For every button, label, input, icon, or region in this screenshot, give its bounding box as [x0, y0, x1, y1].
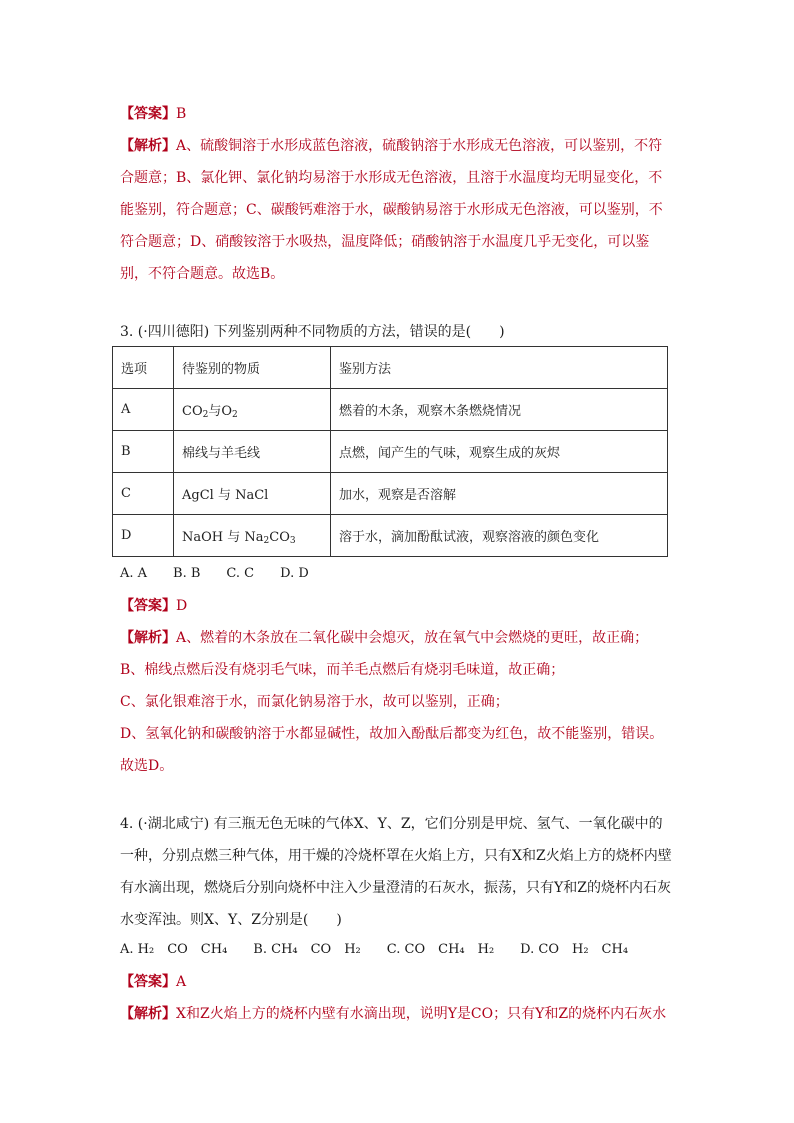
- analysis-text: A、硫酸铜溶于水形成蓝色溶液，硫酸钠溶于水形成无色溶液，可以鉴别，不符合题意；B、氯化钾、氯化钠均易溶于水形成无色溶液，且溶于水温度均无明显变化，不能鉴别，符合题意；C、碳酸钙难溶于水，碳酸钠易溶于水形成无色溶液，可以鉴别，不符合题意；D、硝酸铵溶于水吸热，温度降低；硝酸钠溶于水温度几乎无变化，可以鉴别，不符合题意。故选B。: [120, 138, 663, 282]
- table-row: [113, 389, 668, 431]
- answer-tag: 【答案】: [120, 106, 176, 122]
- analysis-line: 【解析】A、燃着的木条放在二氧化碳中会熄灭，放在氧气中会燃烧的更旺，故正确；: [120, 630, 649, 646]
- question-3-choices: A. A B. B C. C D. D: [120, 566, 309, 581]
- question-3-answer: [120, 590, 676, 622]
- answer-tag: 【答案】: [120, 974, 176, 990]
- identification-table: [112, 346, 668, 557]
- row-option: D: [113, 515, 174, 557]
- question-4-choices: A. H₂ CO CH₄ B. CH₄ CO H₂ C. CO CH₄ H₂ D. CO H₂ CH₄: [120, 942, 629, 957]
- question-4-stem: 4. (·湖北咸宁) 有三瓶无色无味的气体X、Y、Z，它们分别是甲烷、氢气、一氧化碳中的一种，分别点燃三种气体，用干燥的冷烧杯罩在火焰上方，只有X和Z火焰上方的烧杯内壁有水滴出现，燃烧后分别向烧杯中注入少量澄清的石灰水，振荡，只有Y和Z的烧杯内石灰水变浑浊。则X、Y、Z分别是( ): [120, 816, 672, 928]
- row-substances: $CO_2$与$O_2$: [174, 389, 331, 431]
- question-3-analysis: [120, 622, 676, 782]
- answer-value: B: [176, 106, 187, 122]
- header-substances: 待鉴别的物质: [174, 347, 331, 389]
- analysis-tag: 【解析】: [120, 1006, 176, 1022]
- table-row: [113, 431, 668, 473]
- answer-line-1: [120, 98, 676, 130]
- analysis-paragraph-1: [120, 130, 676, 290]
- analysis-line: B、棉线点燃后没有烧羽毛气味，而羊毛点燃后有烧羽毛味道，故正确；: [120, 662, 565, 678]
- row-method: 点燃，闻产生的气味，观察生成的灰烬: [331, 431, 668, 473]
- question-4-answer: [120, 966, 676, 998]
- table-row: [113, 473, 668, 515]
- row-option: C: [113, 473, 174, 515]
- row-substances: AgCl 与 NaCl: [174, 473, 331, 515]
- answer-value: D: [176, 598, 188, 614]
- table-header-row: [113, 347, 668, 389]
- row-option: A: [113, 389, 174, 431]
- answer-tag: 【答案】: [120, 598, 176, 614]
- question-4-analysis: [120, 998, 676, 1030]
- table-row: [113, 515, 668, 557]
- question-3-stem: 3. (·四川德阳) 下列鉴别两种不同物质的方法，错误的是( ): [120, 324, 505, 340]
- answer-value: A: [176, 974, 187, 990]
- row-method: 燃着的木条，观察木条燃烧情况: [331, 389, 668, 431]
- row-method: 溶于水，滴加酚酞试液，观察溶液的颜色变化: [331, 515, 668, 557]
- analysis-text: X和Z火焰上方的烧杯内壁有水滴出现，说明Y是CO；只有Y和Z的烧杯内石灰水: [176, 1006, 667, 1022]
- row-substances: 棉线与羊毛线: [174, 431, 331, 473]
- analysis-tag: 【解析】: [120, 630, 176, 646]
- row-substances: NaOH 与 $Na_2CO_3$: [174, 515, 331, 557]
- analysis-tag: 【解析】: [120, 138, 176, 154]
- header-method: 鉴别方法: [331, 347, 668, 389]
- header-option: 选项: [113, 347, 174, 389]
- row-option: B: [113, 431, 174, 473]
- row-method: 加水，观察是否溶解: [331, 473, 668, 515]
- analysis-line: C、氯化银难溶于水，而氯化钠易溶于水，故可以鉴别，正确；: [120, 694, 509, 710]
- analysis-line: D、氢氧化钠和碳酸钠溶于水都显碱性，故加入酚酞后都变为红色，故不能鉴别，错误。故选D。: [120, 726, 664, 774]
